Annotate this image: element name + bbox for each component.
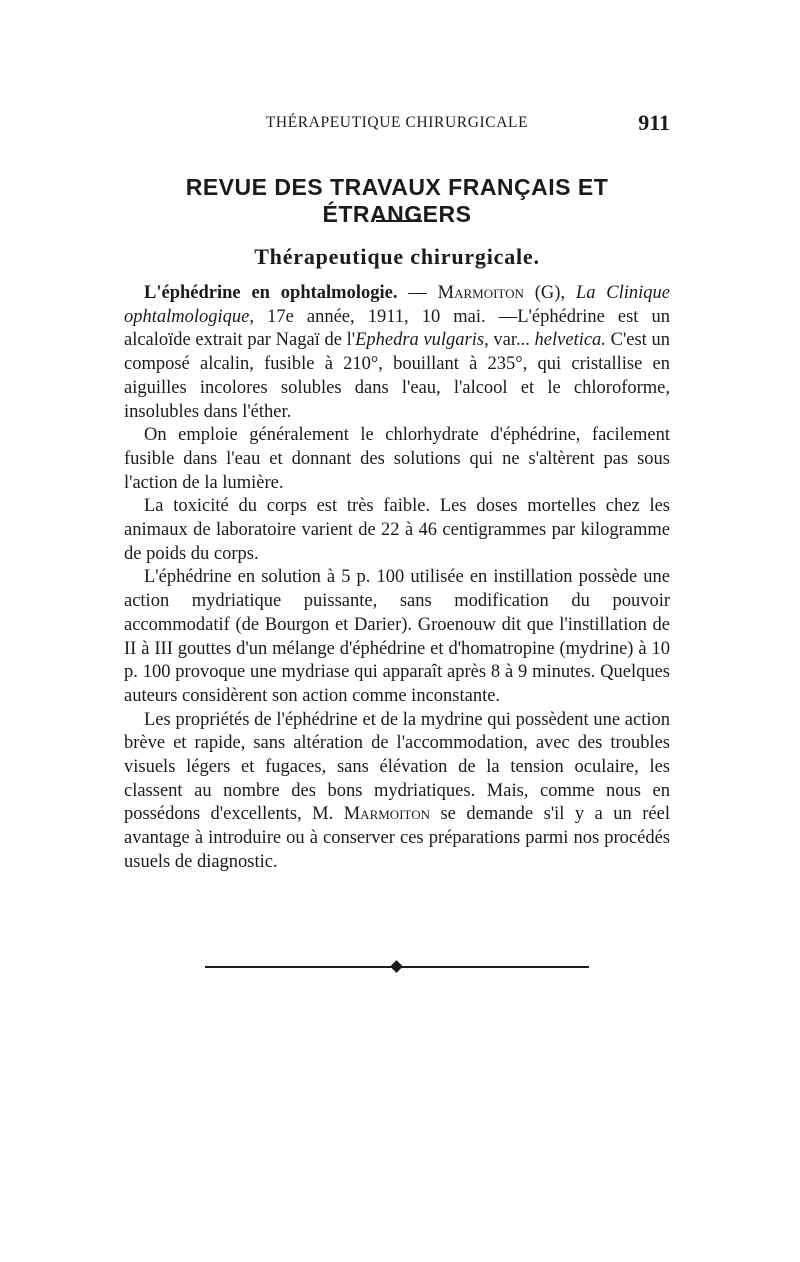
running-title: THÉRAPEUTIQUE CHIRURGICALE [265,114,529,131]
diamond-icon [390,960,403,973]
title-divider [376,220,422,222]
paragraph-5 [124,709,670,875]
paragraph-4: L'éphédrine en solution à 5 p. 100 utilisée en instillation possède une action mydriatique puissante, sans modification du pouvoir accommodatif (de Bourgon et Darier). Groenouw dit que l'instillation de II à III gouttes d'un mélange d'éphédrine et d'homatropine (mydrine) à 10 p. 100 provoque une mydriase qui apparaît après 8 à 9 minutes. Quelques auteurs considèrent son action comme inconstante. [124,567,670,706]
paragraph-5-end: se demande s'il y a un réel avantage à introduire ou à conserver ces préparations parmi nos procédés usuels de diagnostic. [124,804,670,872]
species-name: Ephedra vulgaris [355,330,485,351]
variety-name: helvetica. [534,330,606,351]
variety-label: , var... [484,330,535,351]
journal-name: La Clinique ophtalmologique [124,283,671,327]
paragraph-1 [124,282,670,424]
author-name: Marmoiton [437,283,524,303]
citation-text: , 17e année, 1911, 10 mai. —L'éphédrine est un alcaloïde extrait par Nagaï de l' [124,306,670,351]
end-ornament [205,960,589,974]
paragraph-3: La toxicité du corps est très faible. Les doses mortelles chez les animaux de laboratoire varient de 22 à 46 centigrammes par kilogramme de poids du corps. [124,496,670,564]
running-header [124,110,670,140]
page-number: 911 [638,110,670,135]
heading-dash: — [397,283,438,303]
section-title: REVUE DES TRAVAUX FRANÇAIS ET ÉTRANGERS [185,174,609,227]
paragraph-5-start: Les propriétés de l'éphédrine et de la mydrine qui possèdent une action brève et rapide, sans altération de l'accommodation, avec des troubles visuels légers et fugaces, sans élévation de la tension oculaire, les classent au nombre des bons mydriatiques. Mais, comme nous en possédons d'excellents, M. [124,709,670,825]
subsection-title: Thérapeutique chirurgicale. [254,244,540,269]
author-initial: (G), [523,283,576,303]
article-body [124,282,670,875]
paragraph-2: On emploie généralement le chlorhydrate d'éphédrine, facilement fusible dans l'eau et donnant des solutions qui ne s'altèrent pas sous l'action de la lumière. [124,425,670,493]
author-name-ref: Marmoiton [343,804,431,825]
paragraph-1-text: C'est un composé alcalin, fusible à 210°, bouillant à 235°, qui cristallise en aiguilles incolores solubles dans l'eau, l'alcool et le chloroforme, insolubles dans l'éther. [124,330,670,422]
article-heading: L'éphédrine en ophtalmologie. [144,283,398,303]
